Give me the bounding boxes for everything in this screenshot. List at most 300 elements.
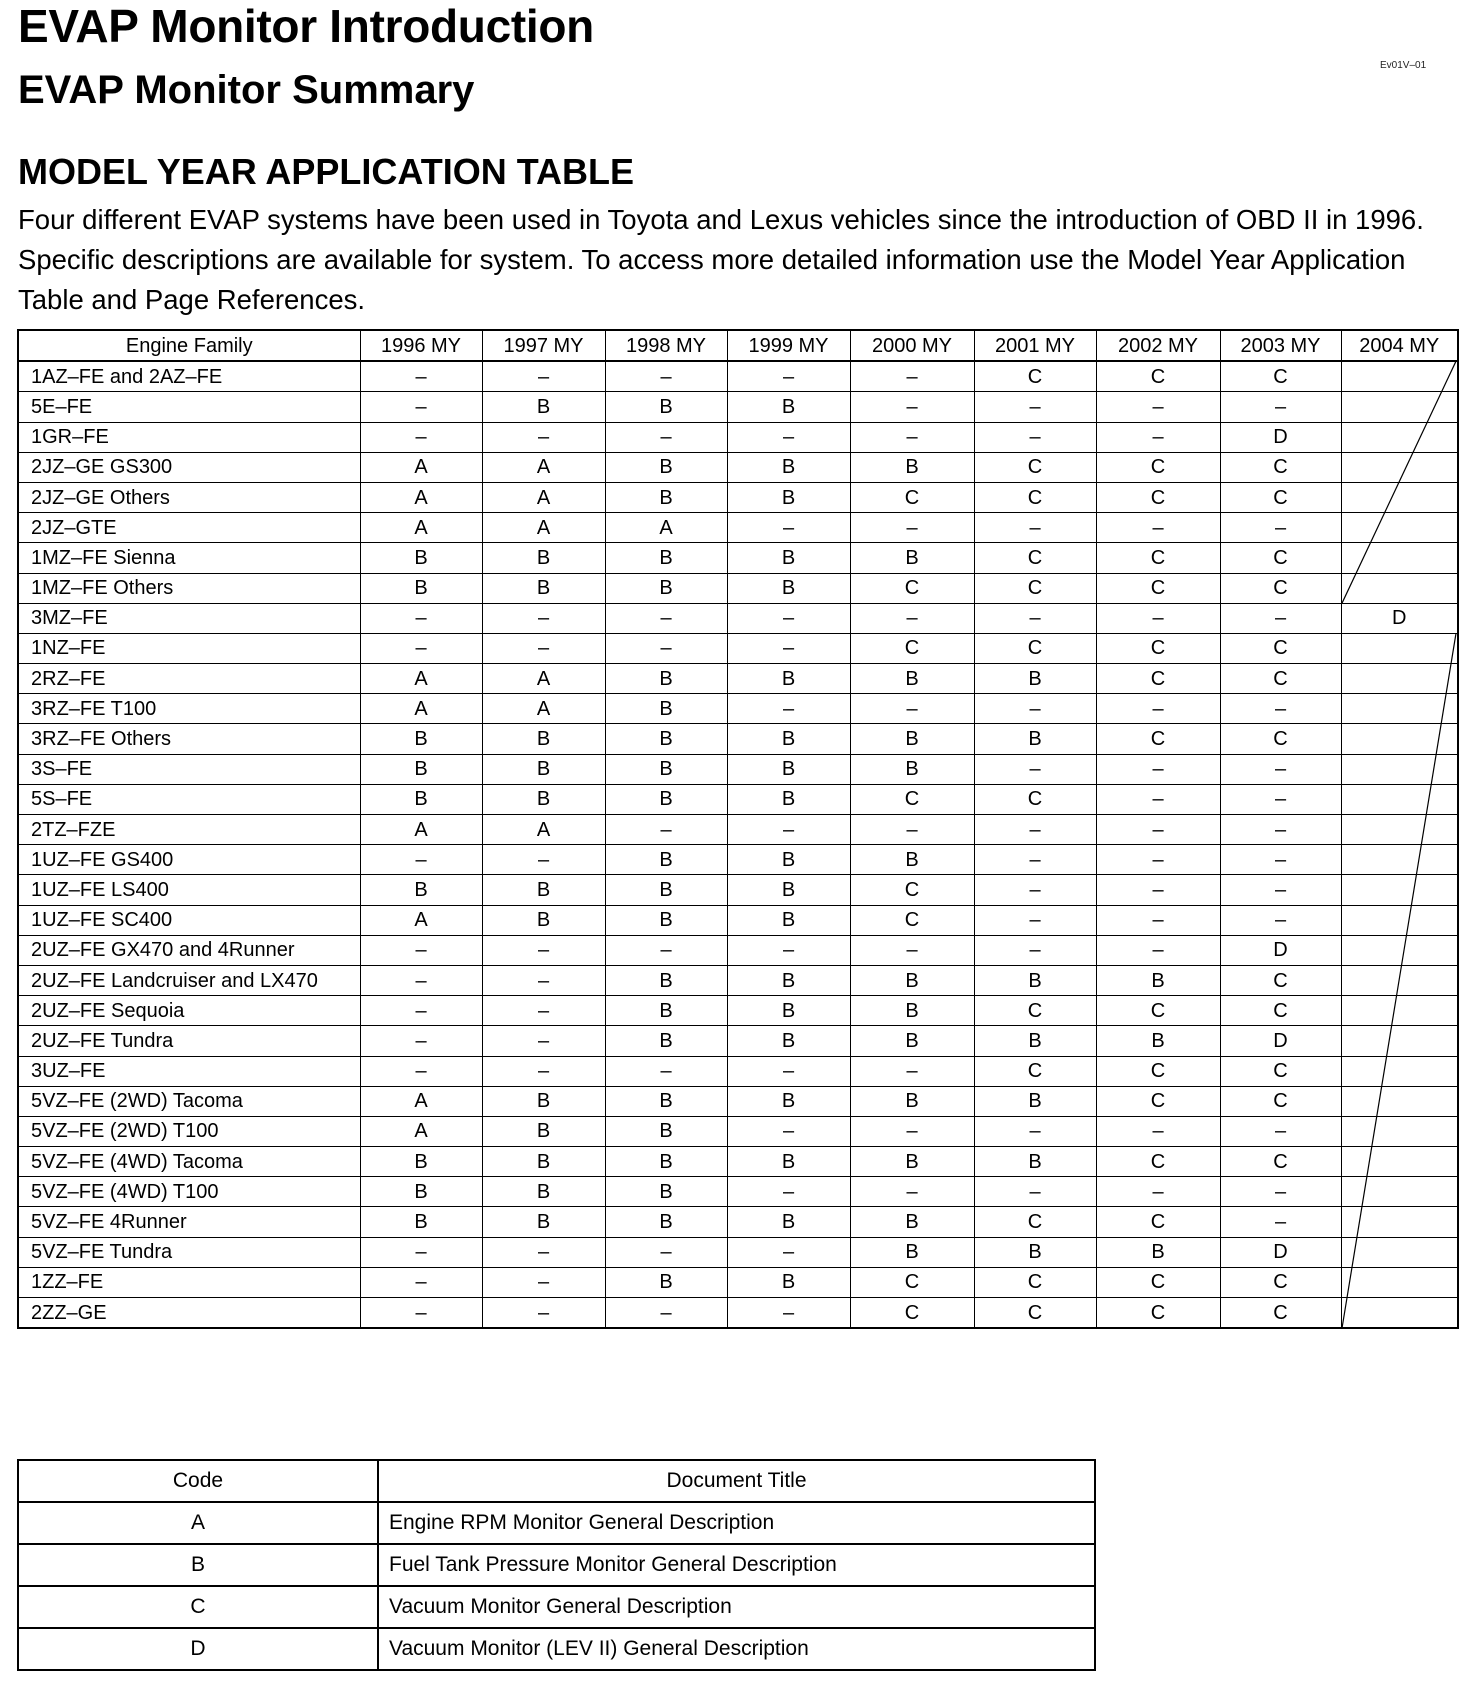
evap-code-cell: B xyxy=(482,1116,605,1146)
evap-code-cell: B xyxy=(360,543,482,573)
evap-code-cell xyxy=(1341,633,1458,663)
evap-code-cell: C xyxy=(974,996,1096,1026)
table-row xyxy=(18,875,1458,905)
evap-code-cell xyxy=(1341,845,1458,875)
evap-code-cell: B xyxy=(605,905,727,935)
evap-code-cell: – xyxy=(974,422,1096,452)
evap-code-cell: C xyxy=(1096,1086,1220,1116)
evap-code-cell: B xyxy=(1096,1026,1220,1056)
evap-code-cell: A xyxy=(482,664,605,694)
evap-code-cell: B xyxy=(850,1026,974,1056)
evap-code-cell xyxy=(1341,1086,1458,1116)
evap-code-cell: B xyxy=(727,965,850,995)
evap-code-cell: A xyxy=(360,482,482,512)
evap-code-cell: C xyxy=(1096,1147,1220,1177)
evap-code-cell: B xyxy=(974,1147,1096,1177)
evap-code-cell: B xyxy=(360,1147,482,1177)
evap-code-cell xyxy=(1341,905,1458,935)
evap-code-cell: – xyxy=(482,845,605,875)
evap-code-cell: – xyxy=(482,935,605,965)
document-title-cell: Fuel Tank Pressure Monitor General Description xyxy=(378,1544,1095,1586)
engine-family-cell: 3RZ–FE T100 xyxy=(18,694,360,724)
evap-code-cell: B xyxy=(850,996,974,1026)
evap-code-cell: C xyxy=(974,543,1096,573)
engine-family-cell: 5S–FE xyxy=(18,784,360,814)
evap-code-cell: B xyxy=(727,1086,850,1116)
evap-code-cell: – xyxy=(360,1267,482,1297)
evap-code-cell: B xyxy=(605,1026,727,1056)
engine-family-cell: 2UZ–FE Tundra xyxy=(18,1026,360,1056)
evap-code-cell: – xyxy=(727,815,850,845)
evap-code-cell: C xyxy=(850,905,974,935)
evap-code-cell: A xyxy=(360,1086,482,1116)
code-cell: C xyxy=(18,1586,378,1628)
evap-code-cell xyxy=(1341,482,1458,512)
evap-code-cell: B xyxy=(482,875,605,905)
table-row xyxy=(18,1298,1458,1329)
table-row xyxy=(18,1237,1458,1267)
evap-code-cell: C xyxy=(1220,996,1341,1026)
evap-code-cell: B xyxy=(482,573,605,603)
document-title-column-header: Document Title xyxy=(378,1460,1095,1502)
evap-code-cell: – xyxy=(1220,875,1341,905)
engine-family-cell: 1UZ–FE SC400 xyxy=(18,905,360,935)
evap-code-cell xyxy=(1341,392,1458,422)
evap-code-cell: C xyxy=(1220,573,1341,603)
code-table-body xyxy=(18,1502,1095,1670)
evap-code-cell: – xyxy=(360,1026,482,1056)
evap-code-cell: C xyxy=(1220,1267,1341,1297)
evap-code-cell: C xyxy=(850,784,974,814)
table-row xyxy=(18,965,1458,995)
evap-code-cell: B xyxy=(605,845,727,875)
evap-code-cell: – xyxy=(482,1267,605,1297)
evap-code-cell: A xyxy=(360,1116,482,1146)
evap-code-cell xyxy=(1341,1298,1458,1329)
evap-code-cell: B xyxy=(1096,965,1220,995)
evap-code-cell: C xyxy=(1096,1267,1220,1297)
evap-code-cell: C xyxy=(974,784,1096,814)
evap-code-cell xyxy=(1341,1147,1458,1177)
evap-code-cell: – xyxy=(727,633,850,663)
table-row xyxy=(18,754,1458,784)
engine-family-cell: 3UZ–FE xyxy=(18,1056,360,1086)
model-year-column-header: 2001 MY xyxy=(974,330,1096,361)
page-subtitle: EVAP Monitor Summary xyxy=(18,68,475,112)
model-year-application-table xyxy=(17,329,1459,1329)
engine-family-cell: 2RZ–FE xyxy=(18,664,360,694)
evap-code-cell: C xyxy=(1096,1207,1220,1237)
evap-code-cell xyxy=(1341,875,1458,905)
table-row xyxy=(18,1207,1458,1237)
engine-family-cell: 5VZ–FE (2WD) T100 xyxy=(18,1116,360,1146)
evap-code-cell: C xyxy=(1096,664,1220,694)
evap-code-cell: C xyxy=(1096,1298,1220,1329)
evap-code-cell: – xyxy=(850,815,974,845)
evap-code-cell: – xyxy=(727,513,850,543)
evap-code-cell: C xyxy=(1220,452,1341,482)
evap-code-cell: D xyxy=(1341,603,1458,633)
model-year-column-header: 2002 MY xyxy=(1096,330,1220,361)
evap-code-cell: A xyxy=(482,482,605,512)
evap-code-cell: B xyxy=(727,996,850,1026)
table-row xyxy=(18,1147,1458,1177)
evap-code-cell: – xyxy=(850,361,974,392)
evap-code-cell: – xyxy=(605,1298,727,1329)
evap-code-cell: C xyxy=(974,1267,1096,1297)
evap-code-cell: – xyxy=(727,1298,850,1329)
engine-family-cell: 5VZ–FE (4WD) T100 xyxy=(18,1177,360,1207)
evap-code-cell: – xyxy=(850,1116,974,1146)
evap-code-cell: – xyxy=(605,361,727,392)
evap-code-cell: B xyxy=(850,543,974,573)
evap-code-cell: – xyxy=(974,754,1096,784)
evap-code-cell: B xyxy=(727,1207,850,1237)
evap-code-cell: – xyxy=(360,1056,482,1086)
evap-code-cell: C xyxy=(974,573,1096,603)
evap-code-cell xyxy=(1341,422,1458,452)
evap-code-cell: D xyxy=(1220,422,1341,452)
code-cell: D xyxy=(18,1628,378,1670)
evap-code-cell: – xyxy=(360,392,482,422)
evap-code-cell: B xyxy=(482,1177,605,1207)
engine-family-cell: 1UZ–FE LS400 xyxy=(18,875,360,905)
evap-code-cell xyxy=(1341,1116,1458,1146)
evap-code-cell: C xyxy=(1096,361,1220,392)
table-row xyxy=(18,664,1458,694)
evap-code-cell: – xyxy=(1096,754,1220,784)
evap-code-cell: B xyxy=(482,1086,605,1116)
evap-code-cell: B xyxy=(605,875,727,905)
evap-code-cell: – xyxy=(605,422,727,452)
evap-code-cell: C xyxy=(1220,965,1341,995)
table-body xyxy=(18,361,1458,1328)
engine-family-cell: 1MZ–FE Others xyxy=(18,573,360,603)
evap-code-cell: B xyxy=(360,784,482,814)
code-row xyxy=(18,1586,1095,1628)
evap-code-cell: B xyxy=(727,452,850,482)
evap-code-cell xyxy=(1341,815,1458,845)
table-row xyxy=(18,996,1458,1026)
evap-code-cell: – xyxy=(1220,905,1341,935)
evap-code-cell: – xyxy=(1096,935,1220,965)
evap-code-cell: C xyxy=(850,573,974,603)
model-year-column-header: 2000 MY xyxy=(850,330,974,361)
evap-code-cell: C xyxy=(1220,664,1341,694)
evap-code-cell: A xyxy=(482,815,605,845)
evap-code-cell: – xyxy=(360,422,482,452)
evap-code-cell: B xyxy=(605,724,727,754)
evap-code-cell: – xyxy=(850,513,974,543)
evap-code-cell: B xyxy=(605,784,727,814)
evap-code-cell xyxy=(1341,513,1458,543)
engine-family-cell: 5VZ–FE Tundra xyxy=(18,1237,360,1267)
evap-code-cell: B xyxy=(360,875,482,905)
evap-code-cell: – xyxy=(482,1026,605,1056)
table-row xyxy=(18,633,1458,663)
evap-code-cell: C xyxy=(1096,573,1220,603)
evap-code-cell: B xyxy=(850,1237,974,1267)
evap-code-cell xyxy=(1341,784,1458,814)
evap-code-cell: – xyxy=(605,1056,727,1086)
model-year-column-header: 2003 MY xyxy=(1220,330,1341,361)
model-year-column-header: 1996 MY xyxy=(360,330,482,361)
evap-code-cell: C xyxy=(1096,543,1220,573)
evap-code-cell xyxy=(1341,1237,1458,1267)
evap-code-cell: B xyxy=(974,1237,1096,1267)
evap-code-cell: B xyxy=(727,784,850,814)
evap-code-cell: B xyxy=(360,573,482,603)
model-year-column-header: 1998 MY xyxy=(605,330,727,361)
evap-code-cell: C xyxy=(1220,1056,1341,1086)
evap-code-cell: – xyxy=(360,1298,482,1329)
evap-code-cell: C xyxy=(1220,1147,1341,1177)
evap-code-cell: B xyxy=(727,1147,850,1177)
model-year-column-header: 2004 MY xyxy=(1341,330,1458,361)
engine-family-column-header: Engine Family xyxy=(18,330,360,361)
evap-code-cell: – xyxy=(1220,845,1341,875)
model-year-column-header: 1999 MY xyxy=(727,330,850,361)
table-header-row xyxy=(18,330,1458,361)
evap-code-cell: C xyxy=(1096,482,1220,512)
evap-code-cell: B xyxy=(727,845,850,875)
evap-code-cell: – xyxy=(1096,1116,1220,1146)
evap-code-cell: B xyxy=(360,1177,482,1207)
evap-code-cell: – xyxy=(850,392,974,422)
evap-code-cell: B xyxy=(605,1116,727,1146)
evap-code-cell: – xyxy=(605,603,727,633)
evap-code-cell xyxy=(1341,664,1458,694)
evap-code-cell: – xyxy=(974,1177,1096,1207)
evap-code-cell xyxy=(1341,1177,1458,1207)
engine-family-cell: 1UZ–FE GS400 xyxy=(18,845,360,875)
evap-code-cell xyxy=(1341,1056,1458,1086)
evap-code-cell: – xyxy=(1220,694,1341,724)
table-row xyxy=(18,1177,1458,1207)
evap-code-cell: – xyxy=(360,935,482,965)
code-row xyxy=(18,1628,1095,1670)
evap-code-cell: A xyxy=(360,694,482,724)
evap-code-cell: B xyxy=(727,573,850,603)
evap-code-cell: B xyxy=(605,1086,727,1116)
evap-code-cell xyxy=(1341,996,1458,1026)
evap-code-cell: – xyxy=(1220,1177,1341,1207)
table-row xyxy=(18,1086,1458,1116)
evap-code-cell: B xyxy=(605,1207,727,1237)
evap-code-cell: A xyxy=(482,513,605,543)
evap-code-cell: B xyxy=(727,664,850,694)
evap-code-cell: B xyxy=(482,543,605,573)
table-row xyxy=(18,1267,1458,1297)
evap-code-cell: B xyxy=(727,875,850,905)
evap-code-cell: C xyxy=(1220,633,1341,663)
table-row xyxy=(18,694,1458,724)
evap-code-cell: – xyxy=(727,1177,850,1207)
evap-code-cell: – xyxy=(360,965,482,995)
evap-code-cell: – xyxy=(1096,513,1220,543)
engine-family-cell: 5VZ–FE (4WD) Tacoma xyxy=(18,1147,360,1177)
evap-code-cell: – xyxy=(850,935,974,965)
evap-code-cell: B xyxy=(727,1026,850,1056)
table-row xyxy=(18,724,1458,754)
evap-code-cell: A xyxy=(360,815,482,845)
evap-code-cell: B xyxy=(727,754,850,784)
evap-code-cell: B xyxy=(850,664,974,694)
code-column-header: Code xyxy=(18,1460,378,1502)
evap-code-cell: – xyxy=(974,845,1096,875)
evap-code-cell: B xyxy=(605,1267,727,1297)
table-row xyxy=(18,513,1458,543)
table-row xyxy=(18,815,1458,845)
evap-code-cell: – xyxy=(727,935,850,965)
evap-code-cell xyxy=(1341,1207,1458,1237)
evap-code-cell: – xyxy=(974,603,1096,633)
evap-code-cell: A xyxy=(605,513,727,543)
evap-code-cell: – xyxy=(360,1237,482,1267)
evap-code-cell: C xyxy=(1220,543,1341,573)
evap-code-cell: C xyxy=(1096,452,1220,482)
evap-code-cell xyxy=(1341,543,1458,573)
evap-code-cell: B xyxy=(850,965,974,995)
evap-code-cell: – xyxy=(1220,603,1341,633)
evap-code-cell: C xyxy=(1096,1056,1220,1086)
engine-family-cell: 1GR–FE xyxy=(18,422,360,452)
evap-code-cell: – xyxy=(482,1056,605,1086)
evap-code-cell: – xyxy=(360,361,482,392)
evap-code-cell: B xyxy=(482,905,605,935)
model-year-column-header: 1997 MY xyxy=(482,330,605,361)
evap-code-cell: B xyxy=(974,965,1096,995)
evap-code-cell: – xyxy=(727,1116,850,1146)
evap-code-cell: – xyxy=(1096,392,1220,422)
evap-code-cell: – xyxy=(482,965,605,995)
evap-code-cell: – xyxy=(1096,422,1220,452)
evap-code-cell: – xyxy=(1220,784,1341,814)
evap-code-cell xyxy=(1341,1267,1458,1297)
table-row xyxy=(18,905,1458,935)
evap-code-cell: B xyxy=(482,754,605,784)
evap-code-cell: – xyxy=(482,603,605,633)
table-row xyxy=(18,482,1458,512)
evap-code-cell: – xyxy=(727,1056,850,1086)
evap-code-cell: B xyxy=(605,754,727,784)
engine-family-cell: 1AZ–FE and 2AZ–FE xyxy=(18,361,360,392)
evap-code-cell xyxy=(1341,452,1458,482)
evap-code-cell: B xyxy=(482,1207,605,1237)
evap-code-cell: – xyxy=(1096,845,1220,875)
evap-code-cell: – xyxy=(727,422,850,452)
evap-code-cell xyxy=(1341,724,1458,754)
engine-family-cell: 2TZ–FZE xyxy=(18,815,360,845)
evap-code-cell: – xyxy=(605,815,727,845)
evap-code-cell: C xyxy=(1220,724,1341,754)
evap-code-cell: C xyxy=(1220,1298,1341,1329)
evap-code-cell: B xyxy=(850,1207,974,1237)
engine-family-cell: 3MZ–FE xyxy=(18,603,360,633)
table-row xyxy=(18,392,1458,422)
engine-family-cell: 2UZ–FE Sequoia xyxy=(18,996,360,1026)
engine-family-cell: 2ZZ–GE xyxy=(18,1298,360,1329)
page-title: EVAP Monitor Introduction xyxy=(18,0,594,52)
evap-code-cell: B xyxy=(850,754,974,784)
evap-code-cell: – xyxy=(482,633,605,663)
evap-code-cell: – xyxy=(482,361,605,392)
evap-code-cell: C xyxy=(850,1267,974,1297)
table-row xyxy=(18,543,1458,573)
evap-code-cell: – xyxy=(1096,875,1220,905)
evap-code-cell: – xyxy=(1220,513,1341,543)
code-row xyxy=(18,1544,1095,1586)
evap-code-cell: – xyxy=(727,361,850,392)
evap-code-cell: – xyxy=(1220,392,1341,422)
evap-code-cell: B xyxy=(605,452,727,482)
evap-code-cell: B xyxy=(974,1026,1096,1056)
evap-code-cell: B xyxy=(850,724,974,754)
evap-code-cell: – xyxy=(850,694,974,724)
evap-code-cell: B xyxy=(727,543,850,573)
evap-code-cell: – xyxy=(1096,1177,1220,1207)
evap-code-cell: C xyxy=(974,1207,1096,1237)
evap-code-cell: B xyxy=(482,1147,605,1177)
evap-code-cell: A xyxy=(360,905,482,935)
evap-code-cell: B xyxy=(974,664,1096,694)
evap-code-cell: – xyxy=(974,1116,1096,1146)
evap-code-cell: C xyxy=(974,361,1096,392)
evap-code-cell: B xyxy=(605,664,727,694)
evap-code-cell: B xyxy=(482,724,605,754)
table-row xyxy=(18,1026,1458,1056)
evap-code-cell: – xyxy=(605,1237,727,1267)
evap-code-cell: – xyxy=(1220,754,1341,784)
engine-family-cell: 5VZ–FE (2WD) Tacoma xyxy=(18,1086,360,1116)
evap-code-cell: B xyxy=(605,482,727,512)
evap-code-cell: C xyxy=(850,633,974,663)
engine-family-cell: 1NZ–FE xyxy=(18,633,360,663)
evap-code-cell: C xyxy=(850,875,974,905)
evap-code-cell: – xyxy=(727,603,850,633)
evap-code-cell: – xyxy=(1096,603,1220,633)
evap-code-cell: C xyxy=(974,633,1096,663)
evap-code-cell: B xyxy=(974,724,1096,754)
evap-code-cell: B xyxy=(727,1267,850,1297)
evap-code-cell xyxy=(1341,935,1458,965)
evap-code-cell: – xyxy=(1096,905,1220,935)
engine-family-cell: 2JZ–GE GS300 xyxy=(18,452,360,482)
evap-code-cell xyxy=(1341,965,1458,995)
evap-code-cell: – xyxy=(974,392,1096,422)
table-row xyxy=(18,1116,1458,1146)
engine-family-cell: 2JZ–GTE xyxy=(18,513,360,543)
evap-code-cell: – xyxy=(360,603,482,633)
evap-code-cell: A xyxy=(360,452,482,482)
evap-code-cell: B xyxy=(727,482,850,512)
evap-code-cell: – xyxy=(1220,1116,1341,1146)
evap-code-cell: – xyxy=(360,996,482,1026)
evap-code-cell: B xyxy=(974,1086,1096,1116)
evap-code-cell: – xyxy=(850,1056,974,1086)
table-row xyxy=(18,452,1458,482)
table-row xyxy=(18,784,1458,814)
evap-code-cell: B xyxy=(605,965,727,995)
evap-code-cell: – xyxy=(974,935,1096,965)
evap-code-cell: C xyxy=(1220,482,1341,512)
evap-code-cell: C xyxy=(974,482,1096,512)
evap-code-cell: B xyxy=(605,694,727,724)
evap-code-cell: – xyxy=(482,1298,605,1329)
table-row xyxy=(18,1056,1458,1086)
evap-code-cell: A xyxy=(482,694,605,724)
evap-code-cell: C xyxy=(1220,1086,1341,1116)
